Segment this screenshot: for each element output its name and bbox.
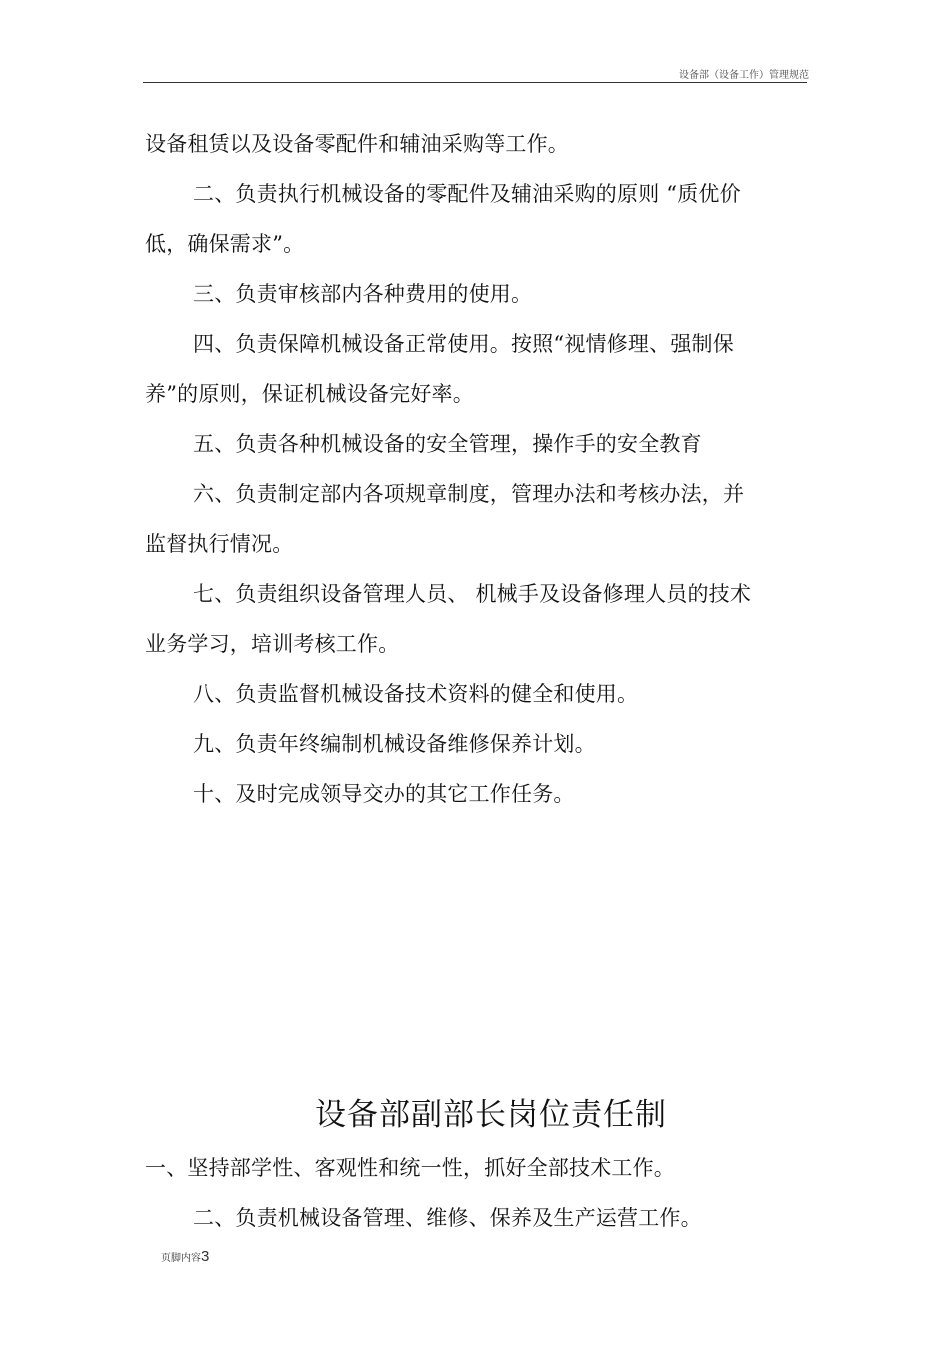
paragraph-line: 三、负责审核部内各种费用的使用。 — [193, 282, 533, 306]
paragraph-line: 低，确保需求”。 — [145, 232, 305, 256]
paragraph-line: 业务学习，培训考核工作。 — [145, 632, 400, 656]
paragraph-line: 二、负责机械设备管理、维修、保养及生产运营工作。 — [193, 1206, 702, 1230]
paragraph-line: 一、坚持部学性、客观性和统一性，抓好全部技术工作。 — [145, 1156, 675, 1180]
paragraph-line: 六、负责制定部内各项规章制度，管理办法和考核办法，并 — [193, 482, 745, 506]
running-header-title: 设备部（设备工作）管理规范 — [679, 70, 809, 81]
section-title: 设备部副部长岗位责任制 — [315, 1097, 667, 1133]
page-number: 3 — [201, 1248, 210, 1265]
paragraph-line: 四、负责保障机械设备正常使用。按照“视情修理、强制保 — [193, 332, 734, 356]
paragraph-line: 八、负责监督机械设备技术资料的健全和使用。 — [193, 682, 639, 706]
paragraph-line: 九、负责年终编制机械设备维修保养计划。 — [193, 732, 596, 756]
paragraph-line: 五、负责各种机械设备的安全管理，操作手的安全教育 — [193, 432, 702, 456]
paragraph-line: 七、负责组织设备管理人员、 机械手及设备修理人员的技术 — [193, 582, 752, 606]
header-divider — [143, 82, 807, 83]
paragraph-line: 监督执行情况。 — [145, 532, 294, 556]
paragraph-line: 十、及时完成领导交办的其它工作任务。 — [193, 782, 575, 806]
page-footer — [161, 1248, 209, 1265]
paragraph-line: 设备租赁以及设备零配件和辅油采购等工作。 — [145, 132, 569, 156]
paragraph-line: 养”的原则，保证机械设备完好率。 — [145, 382, 474, 406]
paragraph-line: 二、负责执行机械设备的零配件及辅油采购的原则 “质优价 — [193, 182, 741, 206]
footer-label: 页脚内容 — [161, 1253, 201, 1264]
